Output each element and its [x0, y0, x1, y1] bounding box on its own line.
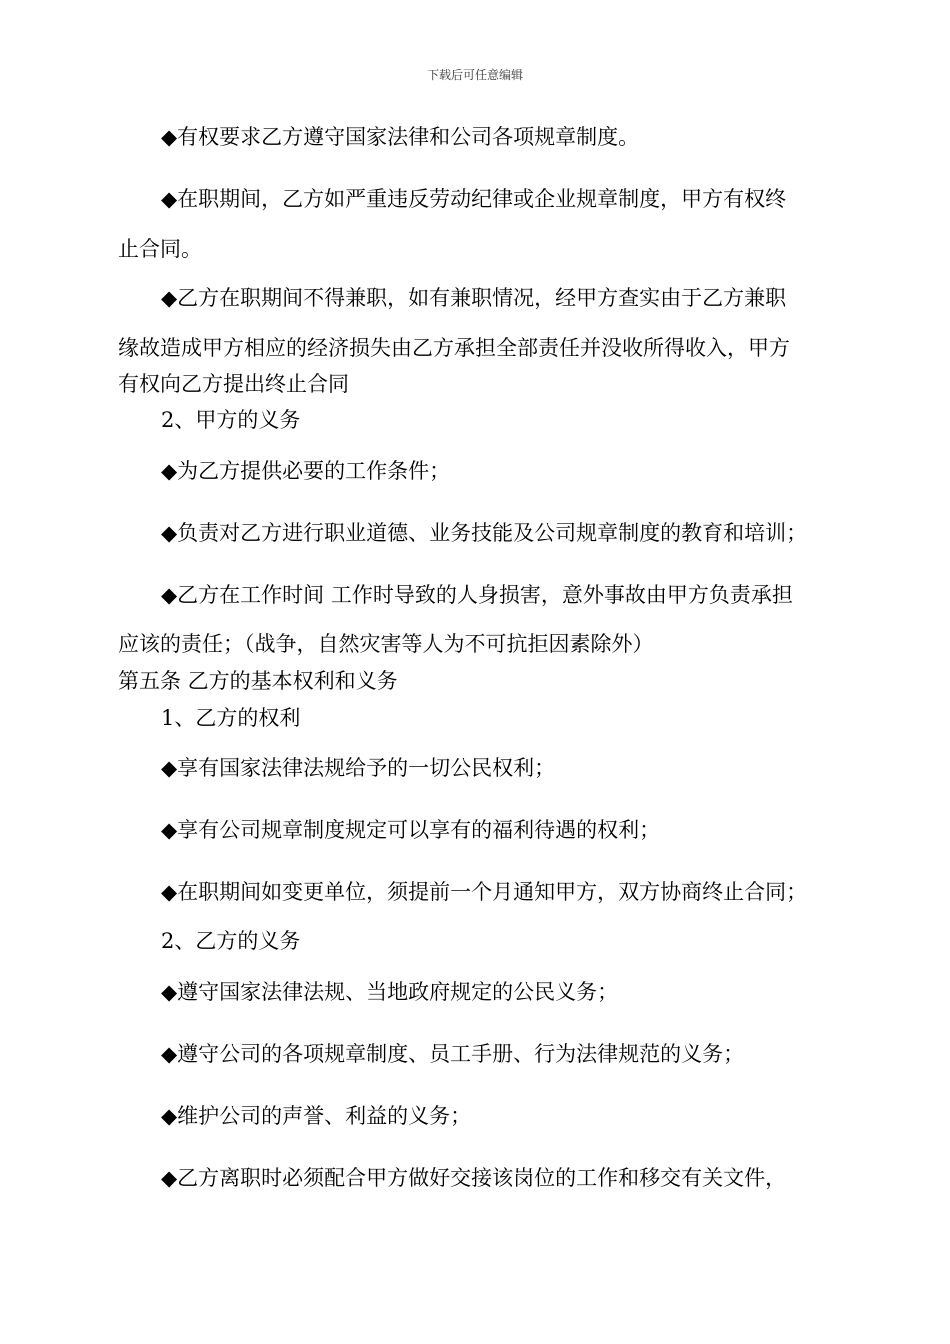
bullet-education-training: ◆负责对乙方进行职业道德、业务技能及公司规章制度的教育和培训； — [161, 521, 808, 545]
bullet-provide-conditions: ◆为乙方提供必要的工作条件； — [161, 459, 451, 483]
bullet-injury-liability-line1: ◆乙方在工作时间 工作时导致的人身损害，意外事故由甲方负责承担 — [161, 583, 793, 607]
bullet-handover-duties: ◆乙方离职时必须配合甲方做好交接该岗位的工作和移交有关文件， — [161, 1166, 787, 1190]
bullet-welfare-rights: ◆享有公司规章制度规定可以享有的福利待遇的权利； — [161, 818, 661, 842]
section-party-a-obligations: 2、甲方的义务 — [161, 408, 301, 432]
bullet-no-parttime-line2: 缘故造成甲方相应的经济损失由乙方承担全部责任并没收所得收入，甲方 — [118, 336, 790, 360]
bullet-right-terminate-line1: ◆在职期间，乙方如严重违反劳动纪律或企业规章制度，甲方有权终 — [161, 187, 787, 211]
section-party-b-rights: 1、乙方的权利 — [161, 706, 301, 730]
bullet-citizen-rights: ◆享有国家法律法规给予的一切公民权利； — [161, 756, 556, 780]
bullet-right-require-compliance: ◆有权要求乙方遵守国家法律和公司各项规章制度。 — [161, 125, 640, 149]
bullet-no-parttime-line1: ◆乙方在职期间不得兼职，如有兼职情况，经甲方查实由于乙方兼职 — [161, 286, 787, 310]
section-party-b-obligations: 2、乙方的义务 — [161, 929, 301, 953]
bullet-company-rules: ◆遵守公司的各项规章制度、员工手册、行为法律规范的义务； — [161, 1042, 745, 1066]
bullet-change-employer: ◆在职期间如变更单位，须提前一个月通知甲方，双方协商终止合同； — [161, 880, 808, 904]
bullet-citizen-obligations: ◆遵守国家法律法规、当地政府规定的公民义务； — [161, 980, 619, 1004]
page-header-note: 下载后可任意编辑 — [426, 68, 523, 82]
bullet-company-reputation: ◆维护公司的声誉、利益的义务； — [161, 1104, 472, 1128]
bullet-right-terminate-line2: 止合同。 — [118, 237, 202, 261]
article-five-heading: 第五条 乙方的基本权利和义务 — [118, 669, 398, 693]
bullet-injury-liability-line2: 应该的责任；（战争，自然灾害等人为不可抗拒因素除外） — [118, 632, 654, 656]
bullet-no-parttime-line3: 有权向乙方提出终止合同 — [118, 372, 349, 396]
